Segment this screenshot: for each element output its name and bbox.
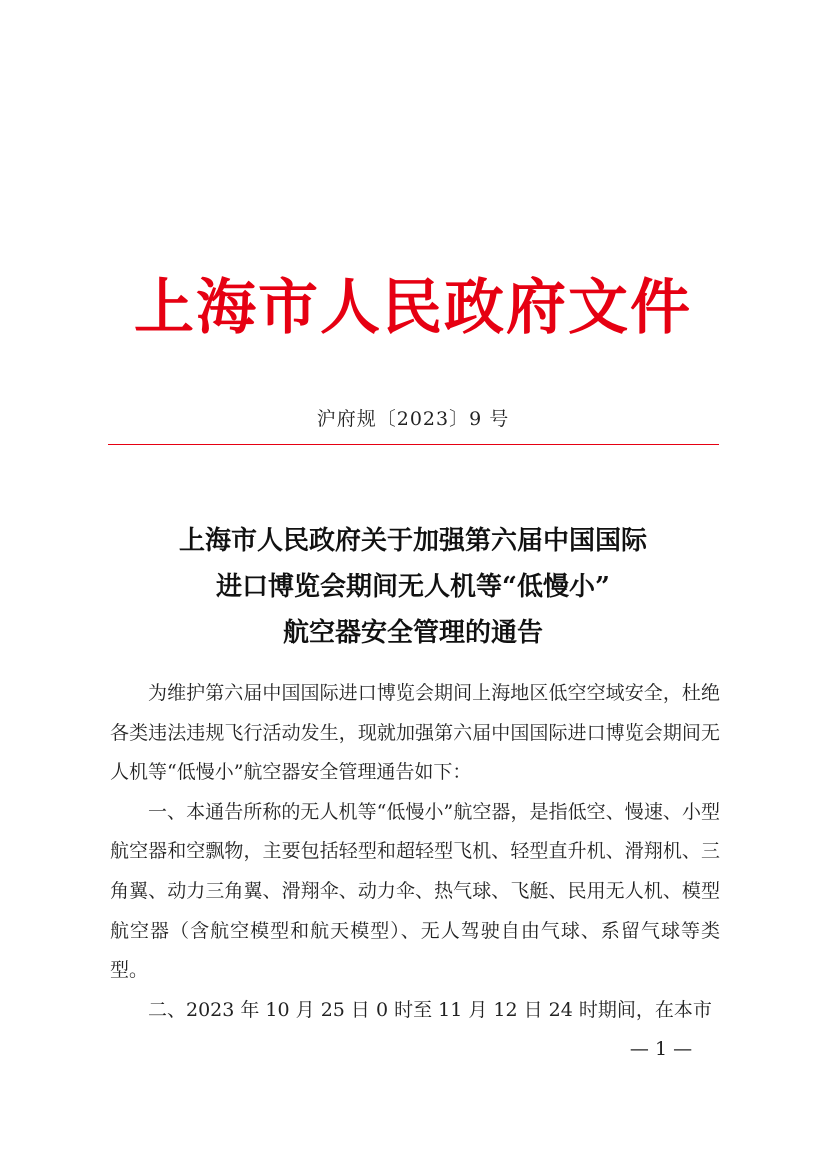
notice-title-line-2: 进口博览会期间无人机等“低慢小”: [216, 572, 610, 602]
notice-title: [0, 518, 826, 656]
body-paragraph-1: 一、本通告所称的无人机等“低慢小”航空器，是指低空、慢速、小型航空器和空飘物，主要包括轻型和超轻型飞机、轻型直升机、滑翔机、三角翼、动力三角翼、滑翔伞、动力伞、热气球、飞艇、民用无人机、模型航空器（含航空模型和航天模型）、无人驾驶自由气球、系留气球等类型。: [110, 800, 720, 982]
notice-body: [110, 674, 720, 1030]
body-paragraph-intro: 为维护第六届中国国际进口博览会期间上海地区低空空域安全，杜绝各类违法违规飞行活动发生，现就加强第六届中国国际进口博览会期间无人机等“低慢小”航空器安全管理通告如下：: [110, 682, 720, 784]
document-number: 沪府规〔2023〕9 号: [316, 408, 510, 430]
notice-title-line-3: 航空器安全管理的通告: [282, 618, 543, 648]
page-number: — 1 —: [629, 1038, 693, 1060]
red-divider-line: [108, 444, 719, 445]
masthead-title: 上海市人民政府文件: [134, 273, 692, 343]
body-paragraph-2: 二、2023 年 10 月 25 日 0 时至 11 月 12 日 24 时期间，在本市: [148, 998, 712, 1021]
notice-title-line-1: 上海市人民政府关于加强第六届中国国际: [178, 526, 647, 556]
